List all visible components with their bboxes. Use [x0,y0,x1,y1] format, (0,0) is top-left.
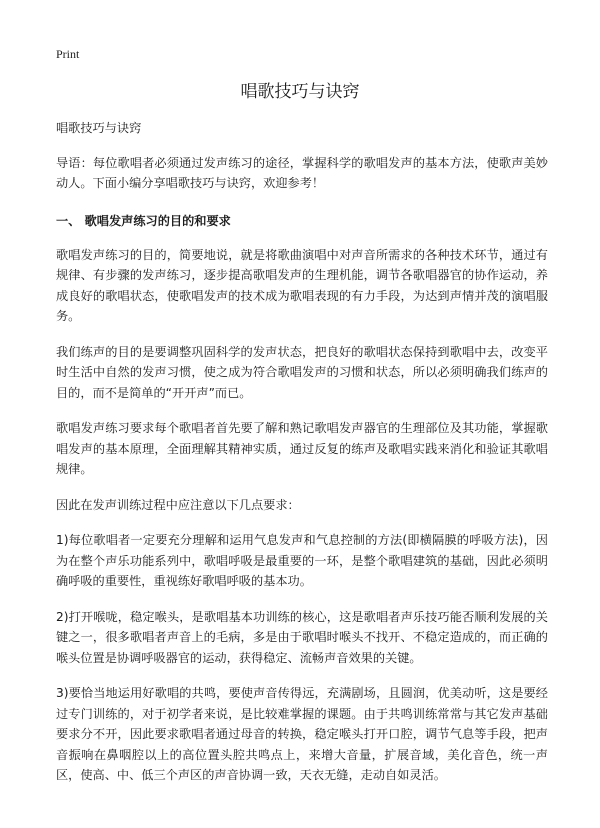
body-paragraph-6: 2)打开喉咙，稳定喉头，是歌唱基本功训练的核心，这是歌唱者声乐技巧能否顺利发展的关键之一，很多歌唱者声音上的毛病，多是由于歌唱时喉头不找开、不稳定造成的，而正确的喉头位置是协调呼吸器官的运动，获得稳定、流畅声音效果的关键。 [56,609,548,665]
intro-paragraph: 导语：每位歌唱者必须通过发声练习的途径，掌握科学的歌唱发声的基本方法，使歌声美妙动人。下面小编分享唱歌技巧与诀窍，欢迎参考！ [56,155,548,190]
body-paragraph-1: 歌唱发声练习的目的，简要地说，就是将歌曲演唱中对声音所需求的各种技术环节，通过有规律、有步骤的发声练习，逐步提高歌唱发声的生理机能，调节各歌唱器官的协作运动，养成良好的歌唱状态，使歌唱发声的技术成为歌唱表现的有力手段，为达到声情并茂的演唱服务。 [56,247,548,323]
body-paragraph-4: 因此在发声训练过程中应注意以下几点要求： [56,497,300,512]
document-title: 唱歌技巧与诀窍 [240,82,360,102]
body-paragraph-2: 我们练声的目的是要调整巩固科学的发声状态，把良好的歌唱状态保持到歌唱中去，改变平时生活中自然的发声习惯，使之成为符合歌唱发声的习惯和状态，所以必须明确我们练声的目的，而不是简单的“开开声”而已。 [56,344,548,400]
body-paragraph-7: 3)要恰当地运用好歌唱的共鸣，要使声音传得远，充满剧场，且圆润，优美动听，这是要经过专门训练的，对于初学者来说，是比较难掌握的课题。由于共鸣训练常常与其它发声基础要求分不开，因此要求歌唱者通过母音的转换，稳定喉头打开口腔，调节气息等手段，把声音振响在鼻咽腔以上的高位置头腔共鸣点上，来增大音量，扩展音域，美化音色，统一声区，使高、中、低三个声区的声音协调一致，天衣无缝，走动自如灵活。 [56,686,548,782]
body-paragraph-5: 1)每位歌唱者一定要充分理解和运用气息发声和气息控制的方法(即横隔膜的呼吸方法)，因为在整个声乐功能系列中，歌唱呼吸是最重要的一环，是整个歌唱建筑的基础，因此必须明确呼吸的重要性，重视练好歌唱呼吸的基本功。 [56,533,548,588]
document-body [56,118,548,801]
document-subtitle: 唱歌技巧与诀窍 [56,121,142,135]
body-paragraph-3: 歌唱发声练习要求每个歌唱者首先要了解和熟记歌唱发声器官的生理部位及其功能，掌握歌唱发声的基本原理，全面理解其精神实质，通过反复的练声及歌唱实践来消化和验证其歌唱规律。 [56,421,548,476]
section-heading: 一、 歌唱发声练习的目的和要求 [56,213,231,228]
print-label: Print [56,47,80,61]
